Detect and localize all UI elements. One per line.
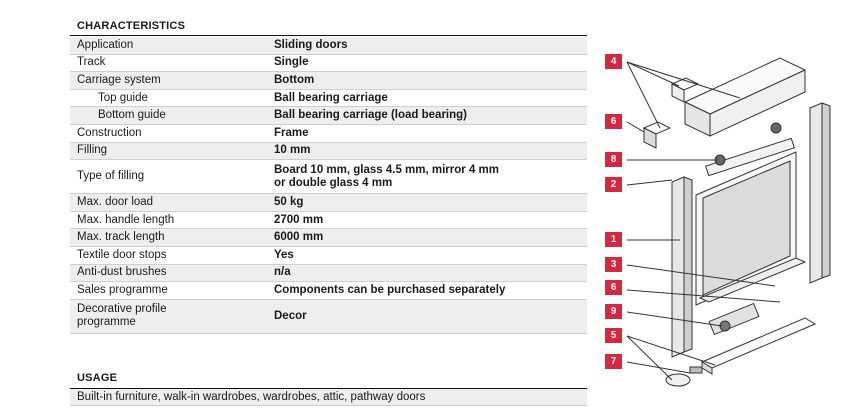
row-value: Components can be purchased separately xyxy=(268,282,587,300)
row-label: Max. track length xyxy=(70,229,268,247)
table-row xyxy=(70,72,587,90)
table-row xyxy=(70,37,587,54)
row-label: Max. handle length xyxy=(70,211,268,229)
table-row xyxy=(70,246,587,264)
callout-6b-badge: 6 xyxy=(605,280,622,295)
table-row xyxy=(70,107,587,125)
table-row xyxy=(70,160,587,194)
exploded-diagram xyxy=(600,40,850,410)
row-label: Max. door load xyxy=(70,194,268,212)
row-label: Bottom guide xyxy=(70,107,268,125)
row-value xyxy=(268,160,587,194)
row-label-line: programme xyxy=(77,316,136,329)
row-label: Track xyxy=(70,54,268,72)
callout-6-badge: 6 xyxy=(605,114,622,129)
row-value: Bottom xyxy=(268,72,587,90)
table-row xyxy=(70,282,587,300)
row-label: Application xyxy=(70,37,268,54)
callout-1-badge: 1 xyxy=(605,232,622,247)
row-value: Single xyxy=(268,54,587,72)
table-row xyxy=(70,194,587,212)
callout-2-badge: 2 xyxy=(605,177,622,192)
table-row xyxy=(70,142,587,160)
callout-4-badge: 4 xyxy=(605,54,622,69)
row-label: Anti-dust brushes xyxy=(70,264,268,282)
characteristics-title: CHARACTERISTICS xyxy=(77,20,186,32)
row-label: Carriage system xyxy=(70,72,268,90)
row-value: 6000 mm xyxy=(268,229,587,247)
row-value-line: or double glass 4 mm xyxy=(274,176,393,189)
usage-text: Built-in furniture, walk-in wardrobes, wardrobes, attic, pathway doors xyxy=(70,389,587,406)
table-row xyxy=(70,124,587,142)
row-value: Sliding doors xyxy=(268,37,587,54)
row-value: 2700 mm xyxy=(268,211,587,229)
callout-3-badge: 3 xyxy=(605,257,622,272)
door-system-illustration xyxy=(600,40,850,410)
table-row xyxy=(70,89,587,107)
row-value: Ball bearing carriage xyxy=(268,89,587,107)
callout-5-badge: 5 xyxy=(605,328,622,343)
table-row xyxy=(70,299,587,333)
row-value: 10 mm xyxy=(268,142,587,160)
callout-8-badge: 8 xyxy=(605,152,622,167)
characteristics-table xyxy=(70,37,587,334)
row-label: Construction xyxy=(70,124,268,142)
row-value: Decor xyxy=(268,299,587,333)
row-value: Frame xyxy=(268,124,587,142)
row-value: 50 kg xyxy=(268,194,587,212)
table-row xyxy=(70,264,587,282)
row-label: Textile door stops xyxy=(70,246,268,264)
row-label: Top guide xyxy=(70,89,268,107)
row-value: Yes xyxy=(268,246,587,264)
callout-7-badge: 7 xyxy=(605,354,622,369)
characteristics-rule xyxy=(70,35,587,36)
row-label: Type of filling xyxy=(70,160,268,194)
table-row xyxy=(70,54,587,72)
callout-9-badge: 9 xyxy=(605,304,622,319)
table-row xyxy=(70,229,587,247)
row-value: Ball bearing carriage (load bearing) xyxy=(268,107,587,125)
row-label-line: Decorative profile xyxy=(77,303,167,316)
table-row xyxy=(70,211,587,229)
usage-title: USAGE xyxy=(77,372,118,384)
row-value-line: Board 10 mm, glass 4.5 mm, mirror 4 mm xyxy=(274,163,499,176)
row-label xyxy=(70,299,268,333)
row-label: Filling xyxy=(70,142,268,160)
row-label: Sales programme xyxy=(70,282,268,300)
row-value: n/a xyxy=(268,264,587,282)
